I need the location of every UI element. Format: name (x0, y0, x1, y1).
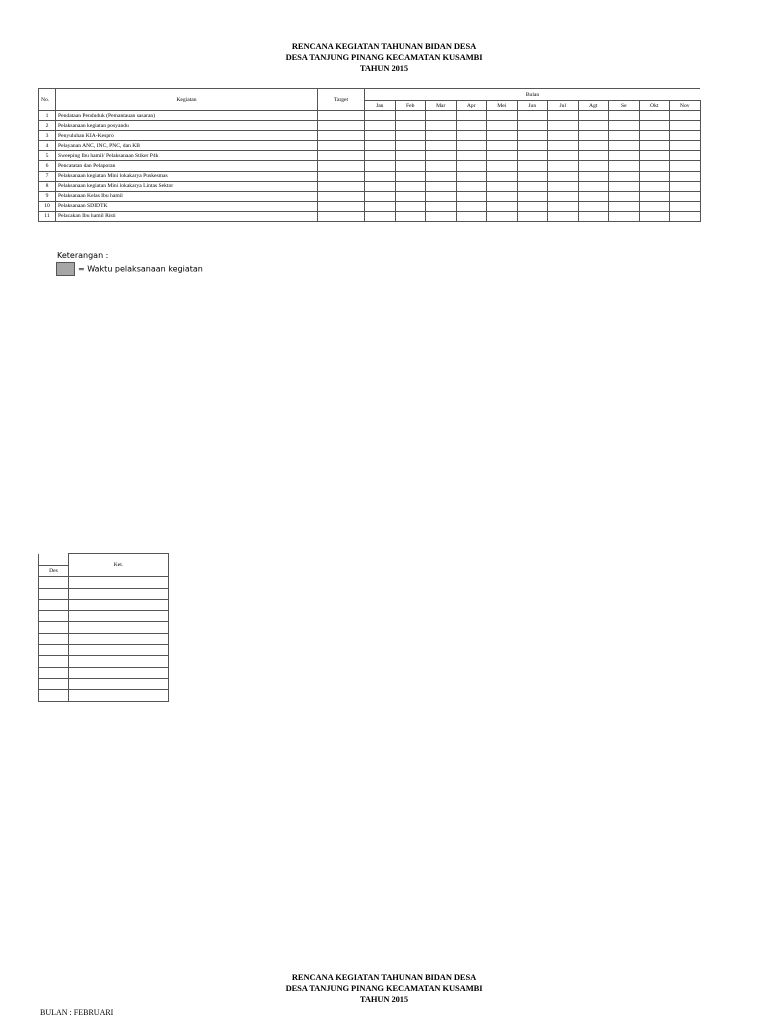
row-no: 7 (39, 171, 56, 181)
row-month-cell (670, 111, 701, 121)
row-kegiatan: Pelacakan Ibu hamil Risti (56, 211, 318, 221)
row-target-cell (318, 131, 365, 141)
row-month-cell (426, 121, 457, 131)
row-kegiatan: Pelaksanaan Kelas Ibu hamil (56, 191, 318, 201)
row-no: 2 (39, 121, 56, 131)
row-month-cell (639, 141, 670, 151)
legend-swatch (56, 262, 75, 276)
activity-plan-table (38, 88, 701, 222)
dec-table-row (39, 611, 169, 622)
dec-table-row (39, 645, 169, 656)
row-target-cell (318, 201, 365, 211)
row-month-cell (670, 181, 701, 191)
row-month-cell (548, 181, 579, 191)
row-month-cell (609, 161, 640, 171)
row-target-cell (318, 121, 365, 131)
row-kegiatan: Pelaksanaan kegiatan Mini lokakarya Lintas Sektor (56, 181, 318, 191)
row-month-cell (365, 181, 396, 191)
row-month-cell (639, 201, 670, 211)
ket-cell (69, 622, 169, 633)
header-kegiatan: Kegiatan (56, 89, 318, 111)
row-month-cell (487, 131, 518, 141)
header-month: Jun (517, 101, 548, 111)
row-month-cell (609, 171, 640, 181)
table-row (39, 201, 701, 211)
row-month-cell (670, 131, 701, 141)
row-month-cell (609, 181, 640, 191)
legend-item-label: = Waktu pelaksanaan kegiatan (78, 264, 203, 274)
row-month-cell (517, 111, 548, 121)
row-month-cell (639, 131, 670, 141)
row-kegiatan: Pendataan Penduduk (Pemantauan sasaran) (56, 111, 318, 121)
row-month-cell (517, 141, 548, 151)
header-month: Jan (365, 101, 396, 111)
row-month-cell (578, 201, 609, 211)
dec-table-row (39, 588, 169, 599)
row-month-cell (670, 161, 701, 171)
row-month-cell (487, 111, 518, 121)
row-month-cell (578, 191, 609, 201)
row-target-cell (318, 191, 365, 201)
row-month-cell (517, 211, 548, 221)
row-month-cell (487, 121, 518, 131)
row-month-cell (426, 201, 457, 211)
document-title (0, 41, 768, 74)
row-target-cell (318, 171, 365, 181)
row-month-cell (365, 131, 396, 141)
row-month-cell (487, 191, 518, 201)
table-row (39, 131, 701, 141)
row-target-cell (318, 161, 365, 171)
row-month-cell (548, 201, 579, 211)
row-month-cell (395, 161, 426, 171)
ket-cell (69, 577, 169, 588)
row-no: 8 (39, 181, 56, 191)
row-target-cell (318, 181, 365, 191)
row-month-cell (670, 121, 701, 131)
table-row (39, 141, 701, 151)
row-month-cell (639, 121, 670, 131)
row-month-cell (456, 131, 487, 141)
row-month-cell (487, 161, 518, 171)
row-month-cell (639, 151, 670, 161)
header-bulan: Bulan (365, 89, 701, 101)
row-no: 1 (39, 111, 56, 121)
table-row (39, 151, 701, 161)
row-kegiatan: Pelaksanaan kegiatan Mini lokakarya Puskesmas (56, 171, 318, 181)
row-month-cell (426, 151, 457, 161)
row-month-cell (670, 191, 701, 201)
ket-cell (69, 588, 169, 599)
header-month: Mar (426, 101, 457, 111)
row-month-cell (365, 161, 396, 171)
title-line-2: DESA TANJUNG PINANG KECAMATAN KUSAMBI (285, 52, 483, 62)
row-month-cell (609, 111, 640, 121)
row-month-cell (365, 171, 396, 181)
row-month-cell (487, 151, 518, 161)
ket-cell (69, 645, 169, 656)
row-month-cell (670, 151, 701, 161)
row-month-cell (426, 171, 457, 181)
row-month-cell (670, 211, 701, 221)
dec-cell (39, 690, 69, 701)
row-month-cell (365, 191, 396, 201)
row-month-cell (578, 131, 609, 141)
dec-table-row (39, 656, 169, 667)
dec-header-ket: Ket. (69, 554, 169, 577)
row-month-cell (487, 181, 518, 191)
dec-table-row (39, 622, 169, 633)
row-month-cell (548, 131, 579, 141)
row-no: 9 (39, 191, 56, 201)
row-no: 4 (39, 141, 56, 151)
dec-table-row (39, 577, 169, 588)
dec-cell (39, 588, 69, 599)
title2-line-3: TAHUN 2015 (359, 994, 409, 1004)
row-month-cell (578, 151, 609, 161)
row-month-cell (639, 161, 670, 171)
ket-cell (69, 611, 169, 622)
row-month-cell (639, 191, 670, 201)
row-kegiatan: Penyuluhan KIA-Kespro (56, 131, 318, 141)
row-month-cell (456, 121, 487, 131)
row-month-cell (548, 171, 579, 181)
header-month: Se (609, 101, 640, 111)
row-month-cell (395, 171, 426, 181)
dec-table-row (39, 599, 169, 610)
row-month-cell (670, 201, 701, 211)
row-month-cell (456, 171, 487, 181)
title-line-3: TAHUN 2015 (359, 63, 409, 73)
row-month-cell (517, 121, 548, 131)
ket-cell (69, 690, 169, 701)
dec-table-row (39, 667, 169, 678)
row-month-cell (548, 121, 579, 131)
row-kegiatan: Pelaksanaan kegiatan posyandu (56, 121, 318, 131)
ket-cell (69, 656, 169, 667)
row-month-cell (395, 151, 426, 161)
row-month-cell (426, 111, 457, 121)
header-month: Mei (487, 101, 518, 111)
row-month-cell (609, 151, 640, 161)
row-month-cell (639, 211, 670, 221)
row-month-cell (395, 111, 426, 121)
dec-table-row (39, 633, 169, 644)
row-month-cell (395, 131, 426, 141)
header-no: No. (39, 89, 56, 111)
ket-cell (69, 678, 169, 689)
dec-cell (39, 577, 69, 588)
title-line-1: RENCANA KEGIATAN TAHUNAN BIDAN DESA (291, 41, 477, 51)
row-target-cell (318, 111, 365, 121)
row-month-cell (609, 191, 640, 201)
row-month-cell (395, 201, 426, 211)
table-row (39, 211, 701, 221)
dec-table-row (39, 690, 169, 701)
dec-table-row (39, 678, 169, 689)
title2-line-2: DESA TANJUNG PINANG KECAMATAN KUSAMBI (285, 983, 483, 993)
dec-header-blank (39, 554, 69, 566)
row-month-cell (578, 211, 609, 221)
header-month: Nov (670, 101, 701, 111)
row-no: 6 (39, 161, 56, 171)
dec-cell (39, 645, 69, 656)
row-month-cell (426, 211, 457, 221)
header-month: Okt (639, 101, 670, 111)
header-target: Target (318, 89, 365, 111)
row-month-cell (395, 211, 426, 221)
row-month-cell (578, 141, 609, 151)
row-month-cell (578, 121, 609, 131)
row-month-cell (365, 201, 396, 211)
row-month-cell (609, 211, 640, 221)
row-month-cell (456, 201, 487, 211)
ket-cell (69, 599, 169, 610)
row-month-cell (395, 191, 426, 201)
row-month-cell (517, 181, 548, 191)
row-month-cell (426, 191, 457, 201)
row-month-cell (456, 141, 487, 151)
table-row (39, 171, 701, 181)
row-month-cell (548, 151, 579, 161)
row-month-cell (365, 121, 396, 131)
bulan-label: BULAN : FEBRUARI (40, 1008, 114, 1017)
table-row (39, 161, 701, 171)
row-month-cell (365, 211, 396, 221)
header-month: Agt (578, 101, 609, 111)
row-month-cell (517, 171, 548, 181)
row-month-cell (487, 211, 518, 221)
table-row (39, 111, 701, 121)
row-month-cell (578, 161, 609, 171)
dec-cell (39, 611, 69, 622)
dec-cell (39, 633, 69, 644)
row-month-cell (456, 161, 487, 171)
header-month: Feb (395, 101, 426, 111)
row-month-cell (609, 201, 640, 211)
row-month-cell (578, 181, 609, 191)
row-target-cell (318, 141, 365, 151)
row-month-cell (670, 171, 701, 181)
title2-line-1: RENCANA KEGIATAN TAHUNAN BIDAN DESA (291, 972, 477, 982)
row-month-cell (456, 211, 487, 221)
row-month-cell (395, 181, 426, 191)
december-table (38, 553, 169, 702)
row-month-cell (456, 181, 487, 191)
table-row (39, 191, 701, 201)
row-month-cell (456, 111, 487, 121)
row-month-cell (487, 201, 518, 211)
ket-cell (69, 633, 169, 644)
legend (57, 250, 203, 276)
row-month-cell (456, 191, 487, 201)
row-month-cell (426, 131, 457, 141)
row-month-cell (670, 141, 701, 151)
dec-header-des: Des (39, 566, 69, 577)
row-month-cell (548, 111, 579, 121)
row-month-cell (578, 171, 609, 181)
table-row (39, 181, 701, 191)
row-month-cell (365, 111, 396, 121)
row-month-cell (517, 161, 548, 171)
row-month-cell (548, 141, 579, 151)
row-month-cell (609, 121, 640, 131)
row-month-cell (395, 121, 426, 131)
row-month-cell (609, 131, 640, 141)
row-month-cell (548, 191, 579, 201)
row-month-cell (609, 141, 640, 151)
dec-cell (39, 599, 69, 610)
dec-cell (39, 678, 69, 689)
row-month-cell (548, 211, 579, 221)
row-target-cell (318, 151, 365, 161)
legend-title: Keterangan : (57, 251, 109, 260)
row-month-cell (548, 161, 579, 171)
header-month: Apr (456, 101, 487, 111)
row-month-cell (365, 151, 396, 161)
row-month-cell (487, 171, 518, 181)
row-no: 5 (39, 151, 56, 161)
row-kegiatan: Pelayanan ANC, INC, PNC, dan KB (56, 141, 318, 151)
row-month-cell (517, 151, 548, 161)
row-no: 3 (39, 131, 56, 141)
dec-cell (39, 622, 69, 633)
row-month-cell (456, 151, 487, 161)
row-month-cell (639, 181, 670, 191)
row-month-cell (426, 141, 457, 151)
header-month: Jul (548, 101, 579, 111)
row-month-cell (517, 201, 548, 211)
row-month-cell (426, 181, 457, 191)
row-month-cell (426, 161, 457, 171)
row-month-cell (639, 171, 670, 181)
row-month-cell (365, 141, 396, 151)
row-month-cell (517, 131, 548, 141)
document-title-2 (0, 972, 768, 1005)
ket-cell (69, 667, 169, 678)
row-month-cell (487, 141, 518, 151)
row-target-cell (318, 211, 365, 221)
row-month-cell (639, 111, 670, 121)
dec-cell (39, 656, 69, 667)
row-month-cell (395, 141, 426, 151)
table-row (39, 121, 701, 131)
row-kegiatan: Pelaksanaan SDIDTK (56, 201, 318, 211)
row-month-cell (517, 191, 548, 201)
row-month-cell (578, 111, 609, 121)
dec-cell (39, 667, 69, 678)
row-no: 11 (39, 211, 56, 221)
row-no: 10 (39, 201, 56, 211)
row-kegiatan: Sweeping Ibu hamil/ Pelaksanaan Stiker P4k (56, 151, 318, 161)
row-kegiatan: Pencatatan dan Pelaporan (56, 161, 318, 171)
